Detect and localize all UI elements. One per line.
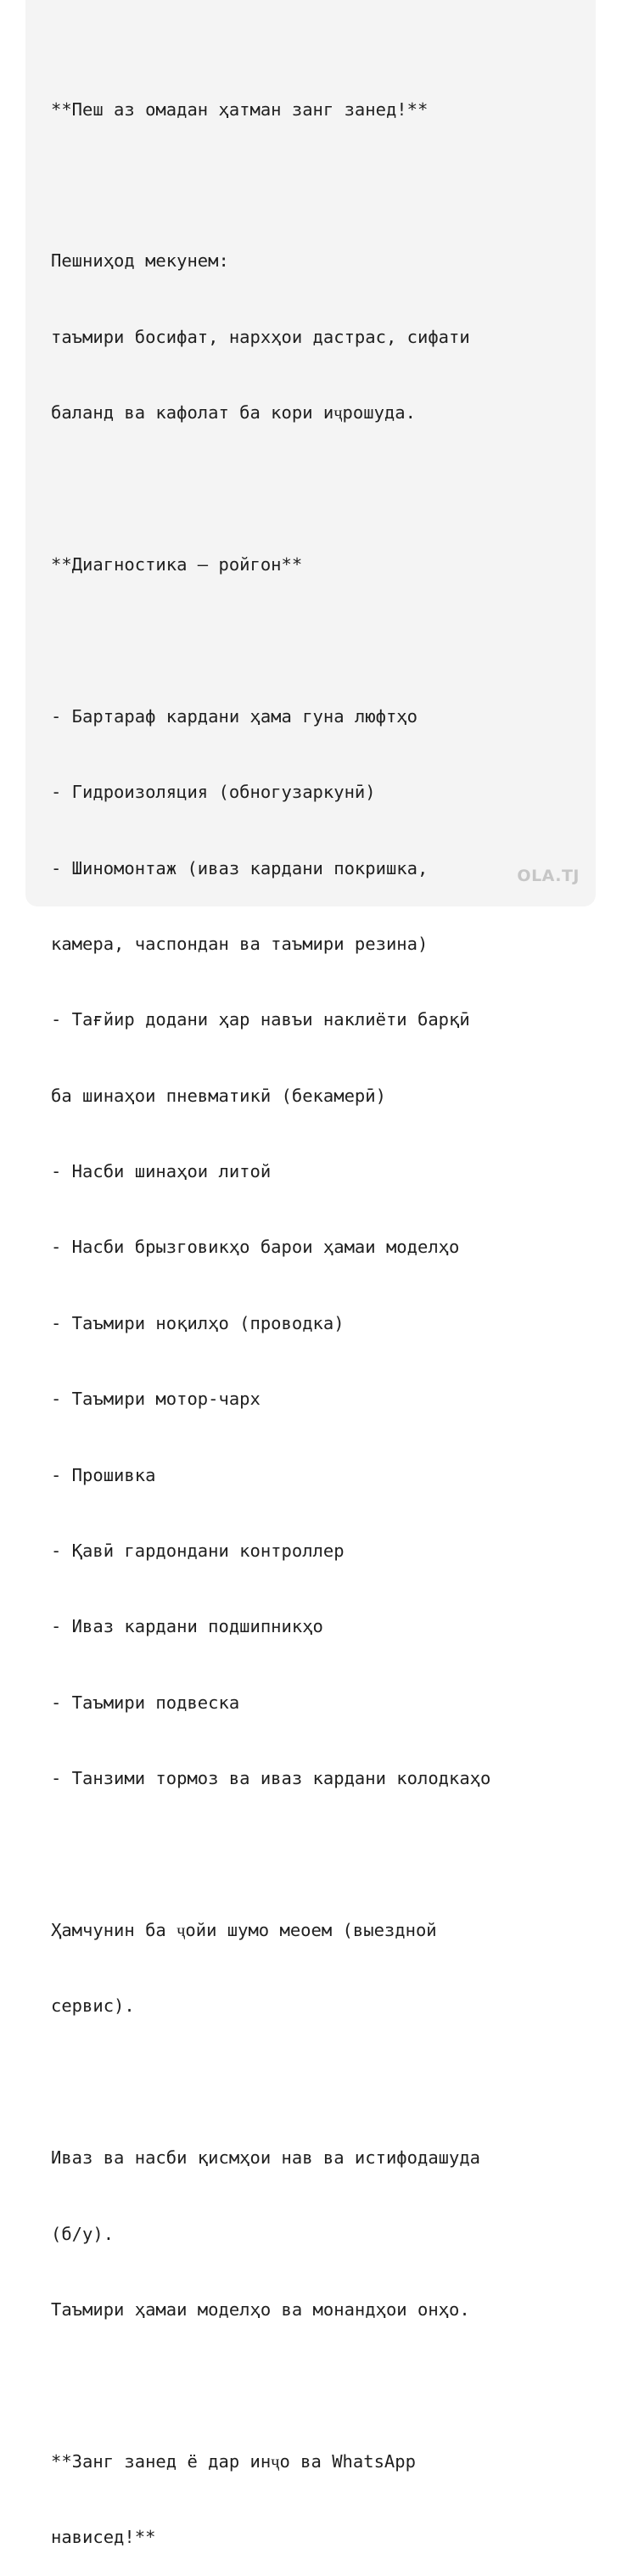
post-line: - Таъмири подвеска [51,1692,240,1713]
post-line: (б/у). [51,2223,115,2244]
post-line: сервис). [51,1995,135,2017]
post-line: Таъмири ҳамаи моделҳо ва монандҳои онҳо. [51,2298,470,2320]
watermark-logo: OLA.TJ [517,867,580,885]
post-line: таъмири босифат, нархҳои дастрас, сифати [51,326,470,347]
post-line [51,173,594,199]
post-line: - Бартараф кардани ҳама гуна люфтҳо [51,705,417,727]
post-line: **Занг занед ё дар инҷо ва WhatsApp [51,2450,416,2472]
post-line: - Таъмири мотор-чарх [51,1389,261,1410]
post-line: баланд ва кафолат ба кори иҷрошуда. [51,402,416,424]
post-line: - Тағйир додани ҳар навъи наклиёти барқӣ [51,1009,470,1030]
post-line: - Насби шинаҳои литой [51,1161,272,1182]
post-line [51,628,594,654]
post-line: - Таъмири ноқилҳо (проводка) [51,1312,345,1333]
post-line: **Диагностика – ройгон** [51,553,303,575]
post-line: ба шинаҳои пневматикӣ (бекамерӣ) [51,1085,386,1106]
post-line [51,1843,594,1868]
post-line: - Қавӣ гардондани контроллер [51,1541,345,1562]
post-line: камера, часпондан ва таъмири резина) [51,933,429,954]
post-line: Пешниҳод мекунем: [51,250,229,272]
post-line: - Иваз кардани подшипникҳо [51,1616,323,1637]
post-line [51,477,594,502]
post-line [51,2373,594,2399]
post-line: Иваз ва насби қисмҳои нав ва истифодашуда [51,2147,481,2169]
post-text [51,47,594,2576]
post-line: - Шиномонтаж (иваз кардани покришка, [51,857,429,878]
post-line: **Пеш аз омадан ҳатман занг занед!** [51,98,429,120]
post-line [51,2070,594,2096]
post-line: - Насби брызговикҳо барои ҳамаи моделҳо [51,1237,460,1258]
post-line: - Прошивка [51,1464,156,1485]
post-line: - Танзими тормоз ва иваз кардани колодкаҳо [51,1768,491,1789]
post-line: - Гидроизоляция (обногузаркунӣ) [51,782,376,803]
post-line: нависед!** [51,2527,156,2548]
post-line: Ҳамчунин ба ҷойи шумо меоем (выездной [51,1919,437,1940]
